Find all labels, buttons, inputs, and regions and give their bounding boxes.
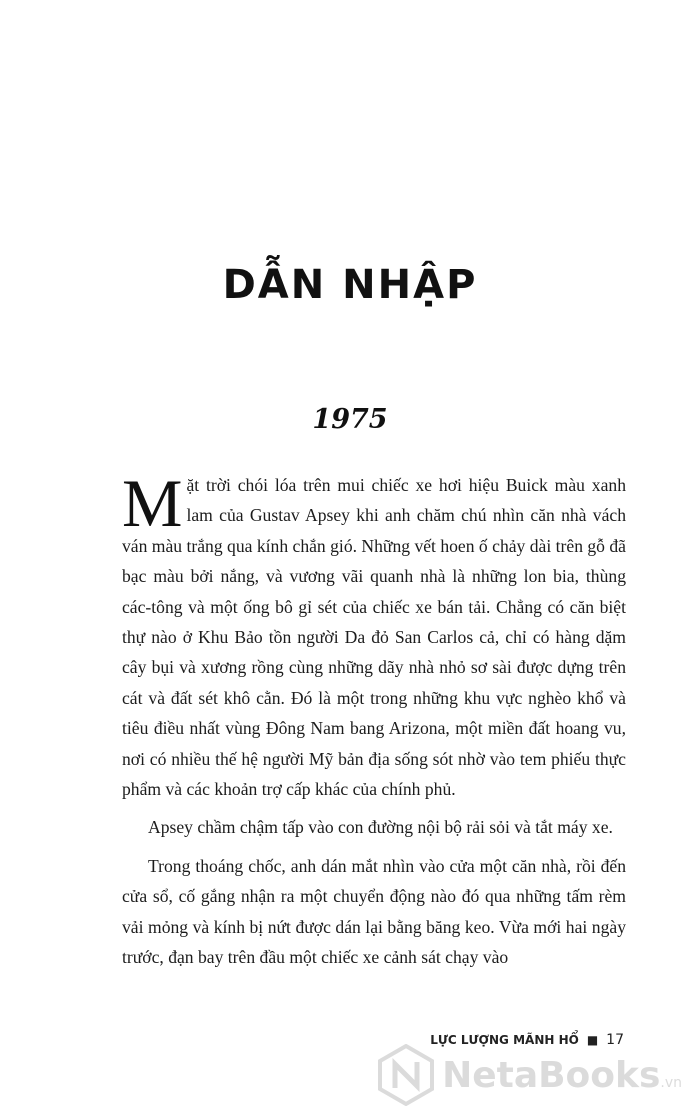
watermark-suffix: .vn [660, 1074, 682, 1091]
paragraph-2: Apsey chầm chậm tấp vào con đường nội bộ rải sỏi và tắt máy xe. [148, 817, 613, 838]
watermark [378, 1044, 682, 1106]
watermark-brand: NetaBooks [442, 1054, 661, 1096]
netabooks-logo-icon [378, 1044, 434, 1106]
page-number: 17 [606, 1032, 624, 1048]
paragraph-1-text: ặt trời chói lóa trên mui chiếc xe hơi hiệu Buick màu xanh lam của Gustav Apsey khi anh chăm chú nhìn căn nhà vách ván màu trắng qua kính chắn gió. Những vết hoen ố chảy dài trên gỗ đã bạc màu bởi nắng, và vương vãi quanh nhà là những lon bia, thùng các-tông và một ống bô gỉ sét của chiếc xe bán tải. Chẳng có căn biệt thự nào ở Khu Bảo tồn người Da đỏ San Carlos cả, chỉ có hàng dặm cây bụi và xương rồng cùng những dãy nhà nhỏ sơ sài được dựng trên cát và đất sét khô cằn. Đó là một trong những khu vực nghèo khổ và tiêu điều nhất vùng Đông Nam bang Arizona, một miền đất hoang vu, nơi có nhiều thế hệ người Mỹ bản địa sống sót nhờ vào tem phiếu thực phẩm và các khoản trợ cấp khác của chính phủ. [122, 475, 626, 800]
paragraph-3: Trong thoáng chốc, anh dán mắt nhìn vào cửa một căn nhà, rồi đến cửa sổ, cố gắng nhận ra một chuyển động nào đó qua những tấm rèm vải mỏng và kính bị nứt được dán lại bằng băng keo. Vừa mới hai ngày trước, đạn bay trên đầu một chiếc xe cảnh sát chạy vào [122, 855, 626, 968]
footer-book-title: LỰC LƯỢNG MÃNH HỔ [430, 1033, 579, 1047]
chapter-title: DẪN NHẬP [222, 262, 478, 308]
watermark-text [442, 1055, 682, 1096]
footer-separator: ■ [586, 1033, 599, 1047]
paragraph-1 [122, 465, 626, 804]
body-text [122, 465, 626, 973]
drop-cap: M [122, 465, 183, 541]
section-year: 1975 [312, 404, 388, 435]
